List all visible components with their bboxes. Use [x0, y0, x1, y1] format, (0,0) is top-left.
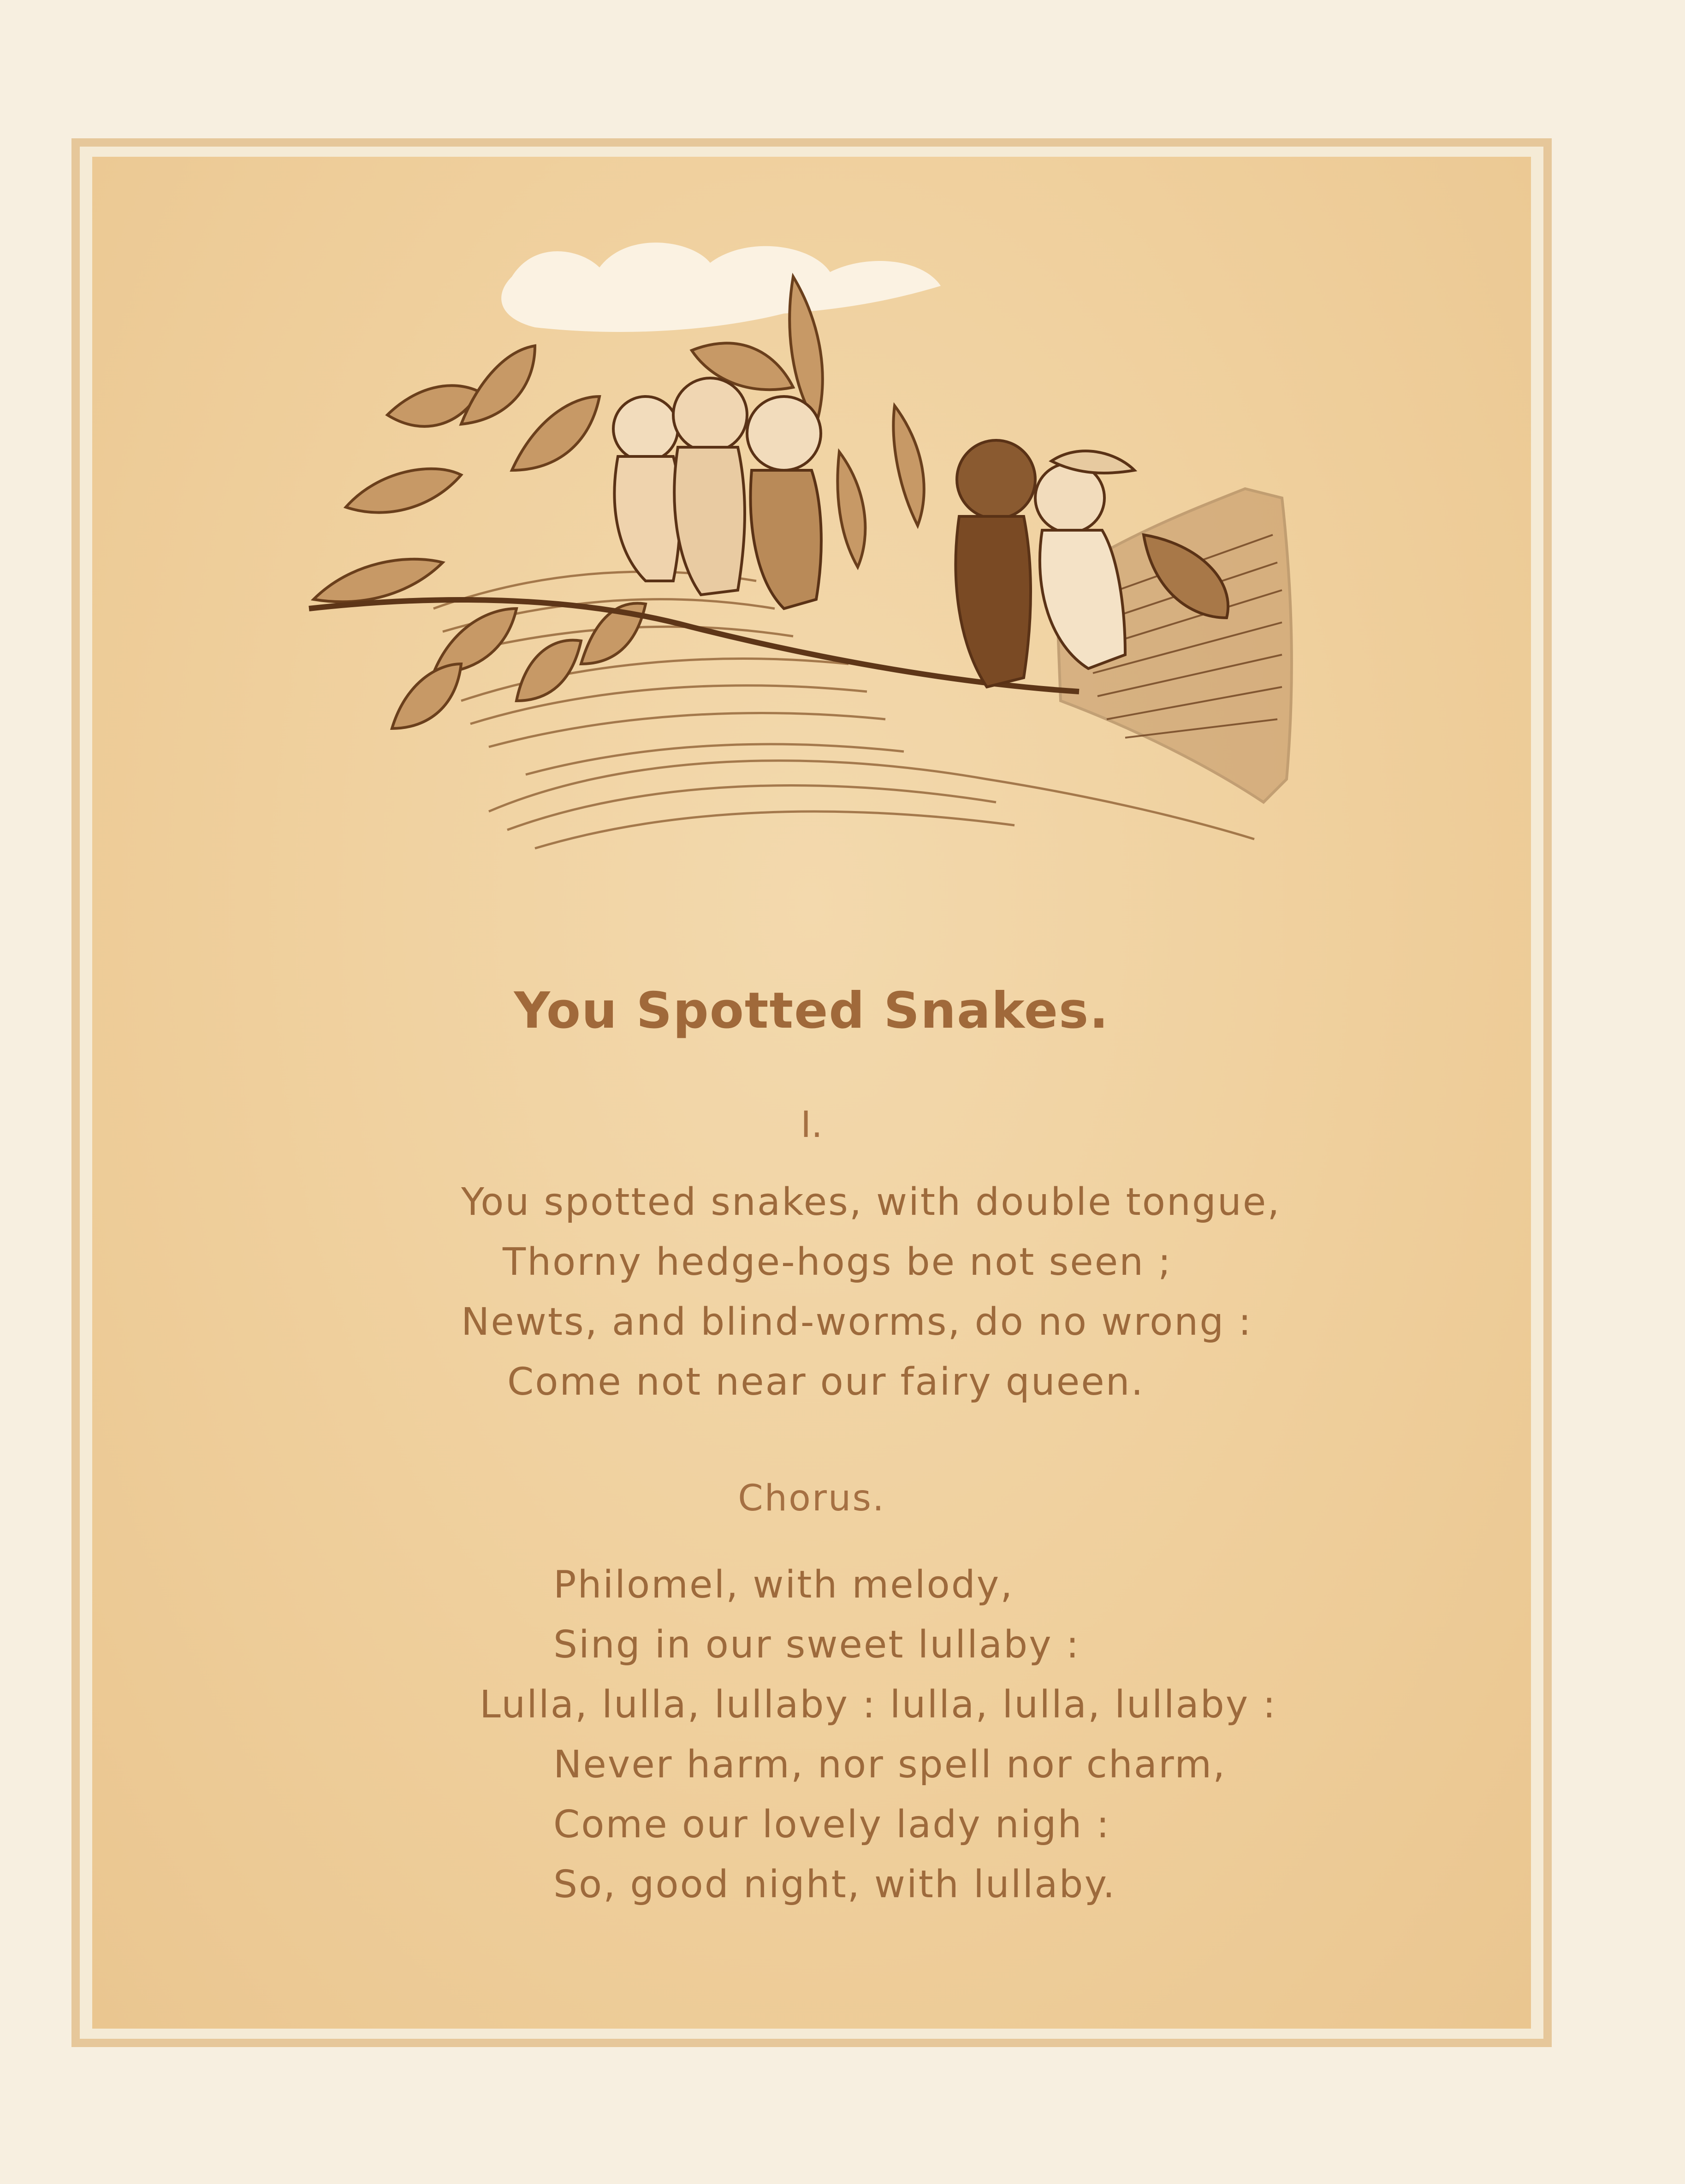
leaf-cluster-left	[314, 346, 646, 728]
verse-line: Thorny hedge-hogs be not seen ;	[503, 1240, 1172, 1284]
chorus-line: Philomel, with melody,	[553, 1563, 1014, 1607]
fairy-figures	[613, 378, 1134, 687]
chorus-line: Lulla, lulla, lullaby : lulla, lulla, lullaby :	[480, 1683, 1277, 1727]
poem-title: You Spotted Snakes.	[514, 982, 1109, 1040]
verse-line: Newts, and blind-worms, do no wrong :	[461, 1300, 1253, 1344]
chorus-line: Sing in our sweet lullaby :	[553, 1623, 1080, 1667]
fairies-on-branch-illustration	[295, 212, 1319, 913]
chorus-line: Come our lovely lady nigh :	[553, 1803, 1111, 1847]
section-number: I.	[801, 1104, 823, 1146]
cloud-shape	[501, 243, 941, 332]
chorus-line: Never harm, nor spell nor charm,	[553, 1743, 1227, 1787]
chorus-heading: Chorus.	[738, 1478, 885, 1519]
chorus-line: So, good night, with lullaby.	[553, 1863, 1116, 1906]
verse-line: You spotted snakes, with double tongue,	[461, 1180, 1281, 1224]
verse-line: Come not near our fairy queen.	[507, 1360, 1145, 1404]
